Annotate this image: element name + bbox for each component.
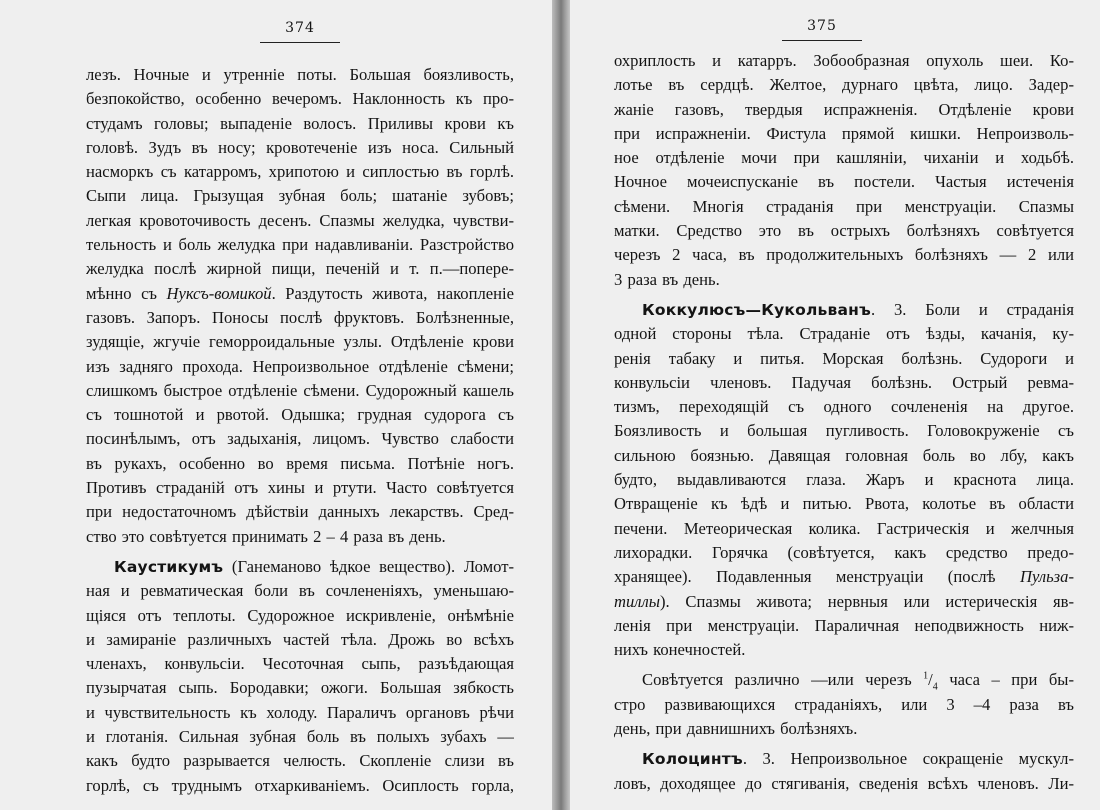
text-line: [86, 282, 514, 306]
text-line: насморкъ съ катарромъ, хрипотою и сиплостью въ горлѣ.: [86, 162, 514, 182]
text-run: . Раздутость живота, накопленіе: [271, 283, 514, 303]
text-line: Сыпи лица. Грызущая зубная боль; шатаніе зубовъ;: [86, 186, 514, 206]
text-line: стро развивающихся страданіяхъ, или 3 –4 раза въ: [614, 694, 1074, 714]
text-line: пузырчатая сыпь. Бородавки; ожоги. Большая зябкость: [86, 678, 514, 698]
text-line: охриплость и катарръ. Зобообразная опухоль шеи. Ко-: [614, 51, 1074, 70]
text-line: Отвращеніе къ ѣдѣ и питью. Рвота, колотье въ области: [614, 494, 1074, 514]
text-line: [614, 590, 1074, 614]
text-line: [614, 747, 1074, 771]
text-line: щіяся отъ теплоты. Судорожное искривленіе, онѣмѣніе: [86, 605, 514, 625]
text-line: [614, 565, 1074, 589]
page-text: [86, 63, 514, 798]
text-line: газовъ. Запоръ. Поносы послѣ фруктовъ. Болѣзненные,: [86, 307, 514, 327]
text-run: (Ганеманово ѣдкое вещество). Ломот-: [223, 556, 514, 576]
text-line: Противъ страданій отъ хины и ртути. Часто совѣтуется: [86, 478, 514, 498]
text-line: [614, 298, 1074, 322]
page-number: 374: [255, 20, 345, 43]
text-line: легкая кровоточивость десенъ. Спазмы желудка, чувстви-: [86, 210, 514, 230]
text-run: хранящее). Подавленныя менструаціи (послѣ: [614, 567, 996, 587]
text-line: печени. Метеорическая колика. Гастрическія и желчныя: [614, 518, 1074, 538]
text-line: ство это совѣтуется принимать 2 – 4 раза въ день.: [86, 526, 446, 546]
text-run: . 3. Боли и страданія: [870, 299, 1074, 319]
text-line: [614, 668, 1074, 692]
text-line: въ рукахъ, особенно во время письма. Потѣніе ногъ.: [86, 453, 514, 473]
text-run: ). Спазмы живота; нервныя или истерическія яв-: [660, 591, 1074, 611]
text-line: Боязливость и большая пугливость. Головокруженіе съ: [614, 421, 1074, 441]
text-line: ренія табаку и питья. Морская болѣзнь. Судороги и: [614, 348, 1074, 368]
text-line: студамъ головы; выпаденіе волосъ. Приливы крови къ: [86, 113, 514, 133]
text-line: лихорадки. Горячка (совѣтуется, какъ средство предо-: [614, 542, 1074, 562]
italic-remedy-name: Нуксъ-вомикой: [166, 283, 272, 303]
text-line: черезъ 2 часа, въ продолжительныхъ болѣзняхъ — 2 или: [614, 245, 1074, 265]
text-line: и глотанія. Сильная зубная боль въ полыхъ зубахъ —: [86, 727, 514, 747]
text-line: лезъ. Ночные и утренніе поты. Большая боязливость,: [86, 65, 514, 84]
text-line: жаніе газовъ, твердыя испражненія. Отдѣленіе крови: [614, 99, 1074, 119]
text-line: желудка послѣ жирной пищи, печеній и т. п.—попере-: [86, 259, 514, 279]
entry-headword: Коккулюсъ—Кукольванъ: [642, 300, 871, 319]
text-line: слишкомъ быстрое отдѣленіе сѣмени. Судорожный кашель: [86, 380, 514, 400]
text-line: и чувствительность къ холоду. Параличъ органовъ рѣчи: [86, 702, 514, 722]
text-line: тизмъ, переходящій съ одного сочлененія на другое.: [614, 397, 1074, 417]
book-gutter: [552, 0, 570, 810]
text-line: нихъ конечностей.: [614, 640, 746, 660]
text-run: Совѣтуется различно —или черезъ: [642, 670, 924, 690]
text-line: горлѣ, съ труднымъ отхаркиваніемъ. Осиплость горла,: [86, 775, 514, 795]
text-line: ловъ, доходящее до стягиванія, сведенія всѣхъ членовъ. Ли-: [614, 773, 1074, 793]
text-line: конвульсіи членовъ. Падучая болѣзнь. Острый ревма-: [614, 372, 1074, 392]
text-run: мѣнно съ: [86, 283, 158, 303]
right-page: [570, 0, 1100, 810]
entry-headword: Каустикумъ: [114, 557, 224, 576]
text-line: при недостаточномъ дѣйствіи данныхъ лекарствъ. Сред-: [86, 502, 514, 522]
text-line: членахъ, конвульсіи. Чесоточная сыпь, разъѣдающая: [86, 654, 514, 674]
text-line: Ночное мочеиспусканіе въ постели. Частыя истеченія: [614, 172, 1074, 192]
text-line: матки. Средство это въ острыхъ болѣзняхъ совѣтуется: [614, 221, 1074, 241]
text-line: [86, 555, 514, 579]
text-line: 3 раза въ день.: [614, 269, 720, 289]
italic-remedy-name: Пульза-: [1019, 567, 1074, 587]
text-line: ная и ревматическая боли въ сочлененіяхъ, уменьшаю-: [86, 581, 514, 601]
text-line: одной стороны тѣла. Страданіе отъ ѣзды, качанія, ку-: [614, 324, 1074, 344]
text-line: день, при давнишнихъ болѣзняхъ.: [614, 719, 858, 739]
italic-remedy-name: тиллы: [614, 591, 660, 611]
text-line: головѣ. Зудъ въ носу; кровотеченіе изъ носа. Сильный: [86, 137, 514, 157]
fraction-denominator: 4: [932, 681, 938, 693]
fraction-numerator: 1: [923, 670, 929, 682]
text-line: съ тошнотой и рвотой. Одышка; грудная судорога съ: [86, 405, 514, 425]
page-number: 375: [777, 18, 867, 41]
text-line: и замираніе различныхъ частей тѣла. Дрожь во всѣхъ: [86, 629, 514, 649]
text-line: посинѣлымъ, отъ задыханія, лицомъ. Чувство слабости: [86, 429, 514, 449]
text-line: будто, выдавливаются глаза. Жаръ и краснота лица.: [614, 470, 1074, 490]
page-text: [614, 49, 1074, 796]
text-run: часа – при бы-: [937, 670, 1074, 690]
text-run: . 3. Непроизвольное сокращеніе мускул-: [742, 749, 1074, 769]
text-line: при испражненіи. Фистула прямой кишки. Непроизволь-: [614, 123, 1074, 143]
entry-headword: Колоцинтъ: [642, 750, 743, 769]
text-line: какъ будто разрывается челюсть. Скопленіе слизи въ: [86, 751, 514, 771]
fraction-slash: /: [928, 670, 933, 690]
text-line: изъ задняго прохода. Непроизвольное отдѣленіе сѣмени;: [86, 356, 514, 376]
text-line: лотье въ сердцѣ. Желтое, дурнаго цвѣта, лицо. Задер-: [614, 75, 1074, 95]
text-line: зудящіе, жгучіе геморроидальные узлы. Отдѣленіе крови: [86, 332, 514, 352]
text-line: сильною боязнью. Давящая головная боль во лбу, какъ: [614, 445, 1074, 465]
text-line: тельность и боль желудка при надавливаніи. Разстройство: [86, 235, 514, 255]
text-line: безпокойство, особенно вечеромъ. Наклонность къ про-: [86, 89, 514, 109]
text-line: сѣмени. Многія страданія при менструаціи. Спазмы: [614, 196, 1074, 216]
text-line: ленія при менструаціи. Параличная неподвижность ниж-: [614, 615, 1074, 635]
text-line: ное отдѣленіе мочи при кашляніи, чиханіи и ходьбѣ.: [614, 148, 1074, 168]
